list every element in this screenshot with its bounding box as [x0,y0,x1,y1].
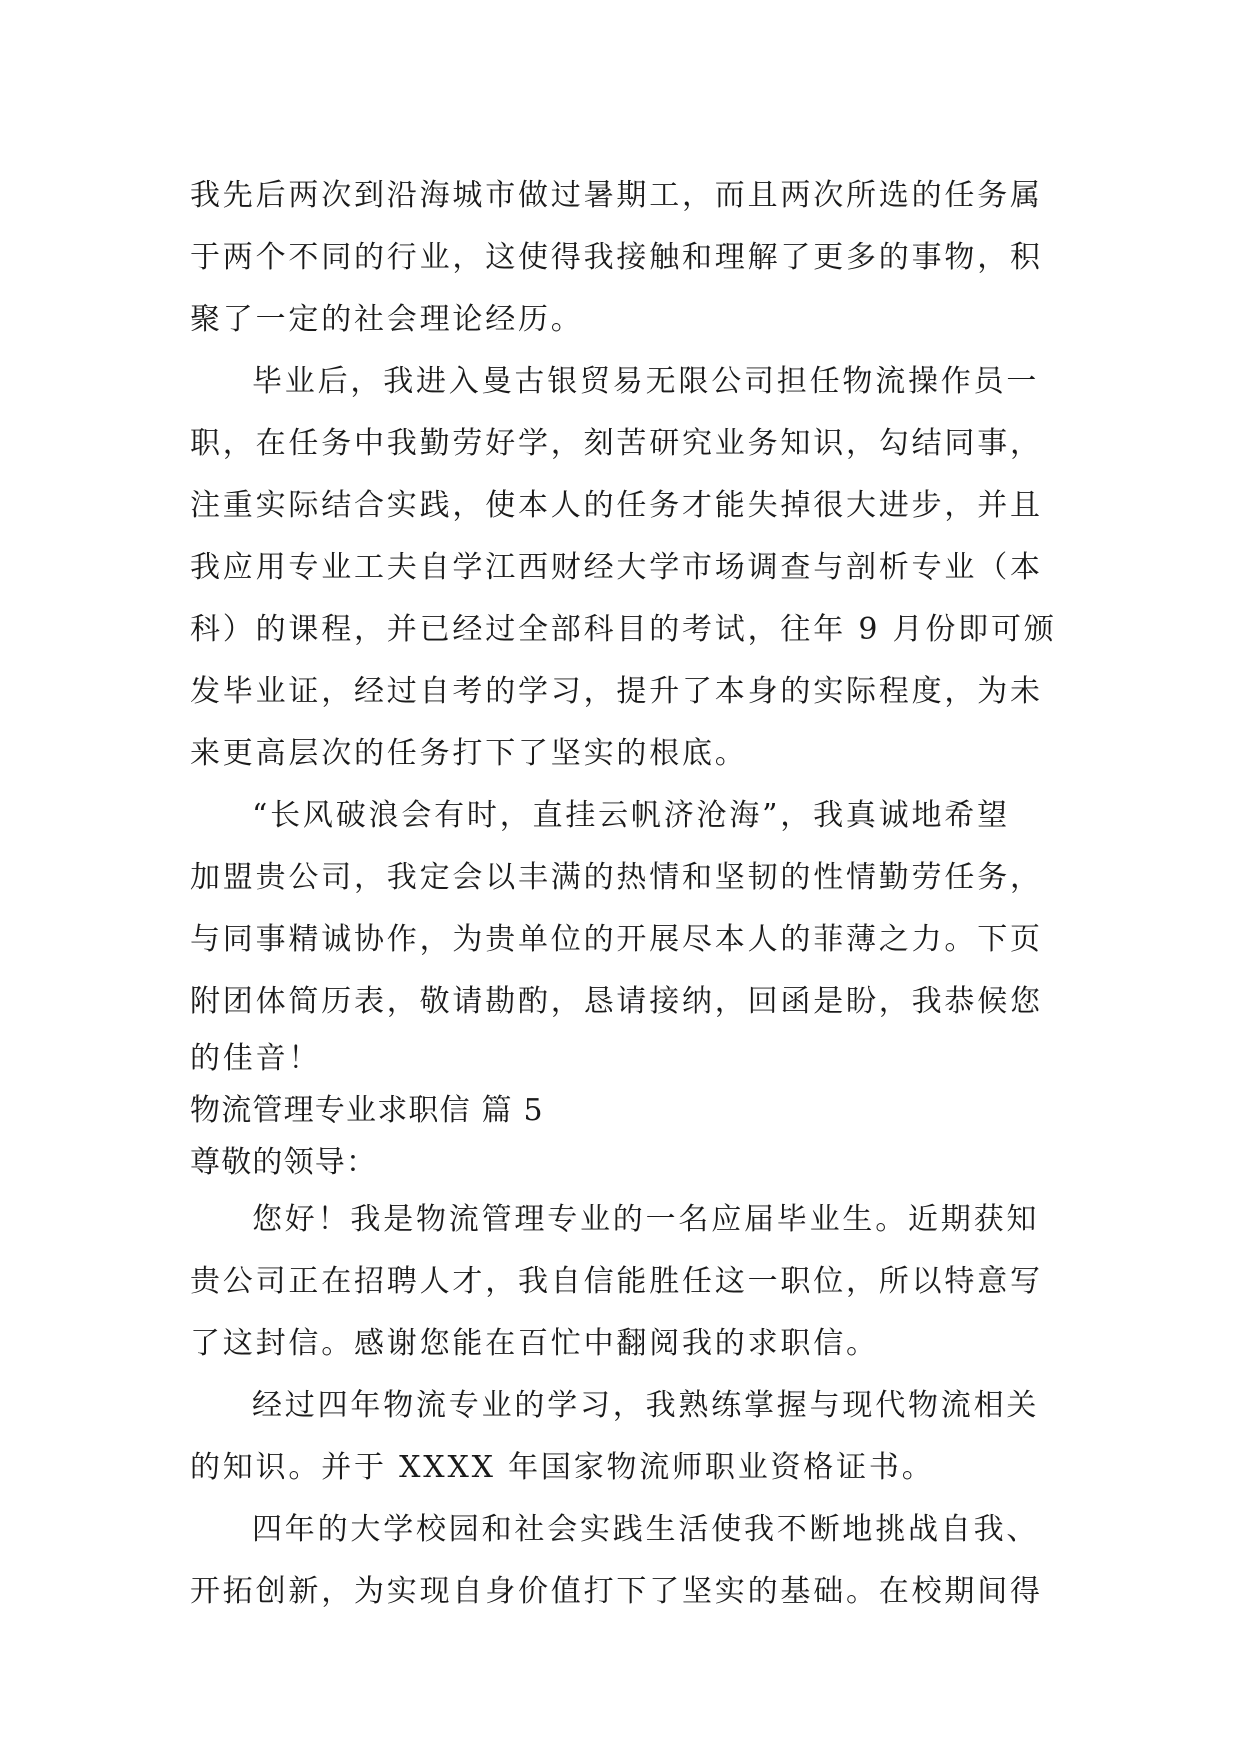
paragraph-line: 四年的大学校园和社会实践生活使我不断地挑战自我、 [252,1512,1040,1547]
salutation: 尊敬的领导： [190,1145,378,1180]
paragraph-line: 来更高层次的任务打下了坚实的根底。 [190,736,748,771]
paragraph-line: 附团体简历表，敬请勘酌，恳请接纳，回函是盼，我恭候您 [190,984,1043,1019]
paragraph-line: 您好！我是物流管理专业的一名应届毕业生。近期获知 [252,1202,1040,1237]
paragraph-line: 经过四年物流专业的学习，我熟练掌握与现代物流相关 [252,1388,1040,1423]
paragraph-line: 的佳音！ [190,1041,322,1076]
paragraph-line: 职，在任务中我勤劳好学，刻苦研究业务知识，勾结同事， [190,426,1043,461]
paragraph-line: 与同事精诚协作，为贵单位的开展尽本人的菲薄之力。下页 [190,922,1043,957]
paragraph-line: 于两个不同的行业，这使得我接触和理解了更多的事物，积 [190,240,1043,275]
paragraph-line: 贵公司正在招聘人才，我自信能胜任这一职位，所以特意写 [190,1264,1043,1299]
paragraph-line: 聚了一定的社会理论经历。 [190,302,584,337]
paragraph-line: 我应用专业工夫自学江西财经大学市场调查与剖析专业（本 [190,550,1043,585]
paragraph-line: 发毕业证，经过自考的学习，提升了本身的实际程度，为未 [190,674,1043,709]
paragraph-line: “长风破浪会有时，直挂云帆济沧海”，我真诚地希望 [252,798,1010,833]
paragraph-line: 毕业后，我进入曼古银贸易无限公司担任物流操作员一 [252,364,1040,399]
paragraph-line: 注重实际结合实践，使本人的任务才能失掉很大进步，并且 [190,488,1043,523]
section-heading: 物流管理专业求职信 篇 5 [190,1093,544,1128]
document-page [190,165,1057,1623]
paragraph-line: 了这封信。感谢您能在百忙中翻阅我的求职信。 [190,1326,879,1361]
paragraph-line: 的知识。并于 XXXX 年国家物流师职业资格证书。 [190,1450,935,1485]
paragraph-line: 开拓创新，为实现自身价值打下了坚实的基础。在校期间得 [190,1574,1043,1609]
paragraph-line: 加盟贵公司，我定会以丰满的热情和坚韧的性情勤劳任务， [190,860,1043,895]
paragraph-line: 我先后两次到沿海城市做过暑期工，而且两次所选的任务属 [190,178,1043,213]
paragraph-line: 科）的课程，并已经过全部科目的考试，往年 9 月份即可颁 [190,612,1057,647]
